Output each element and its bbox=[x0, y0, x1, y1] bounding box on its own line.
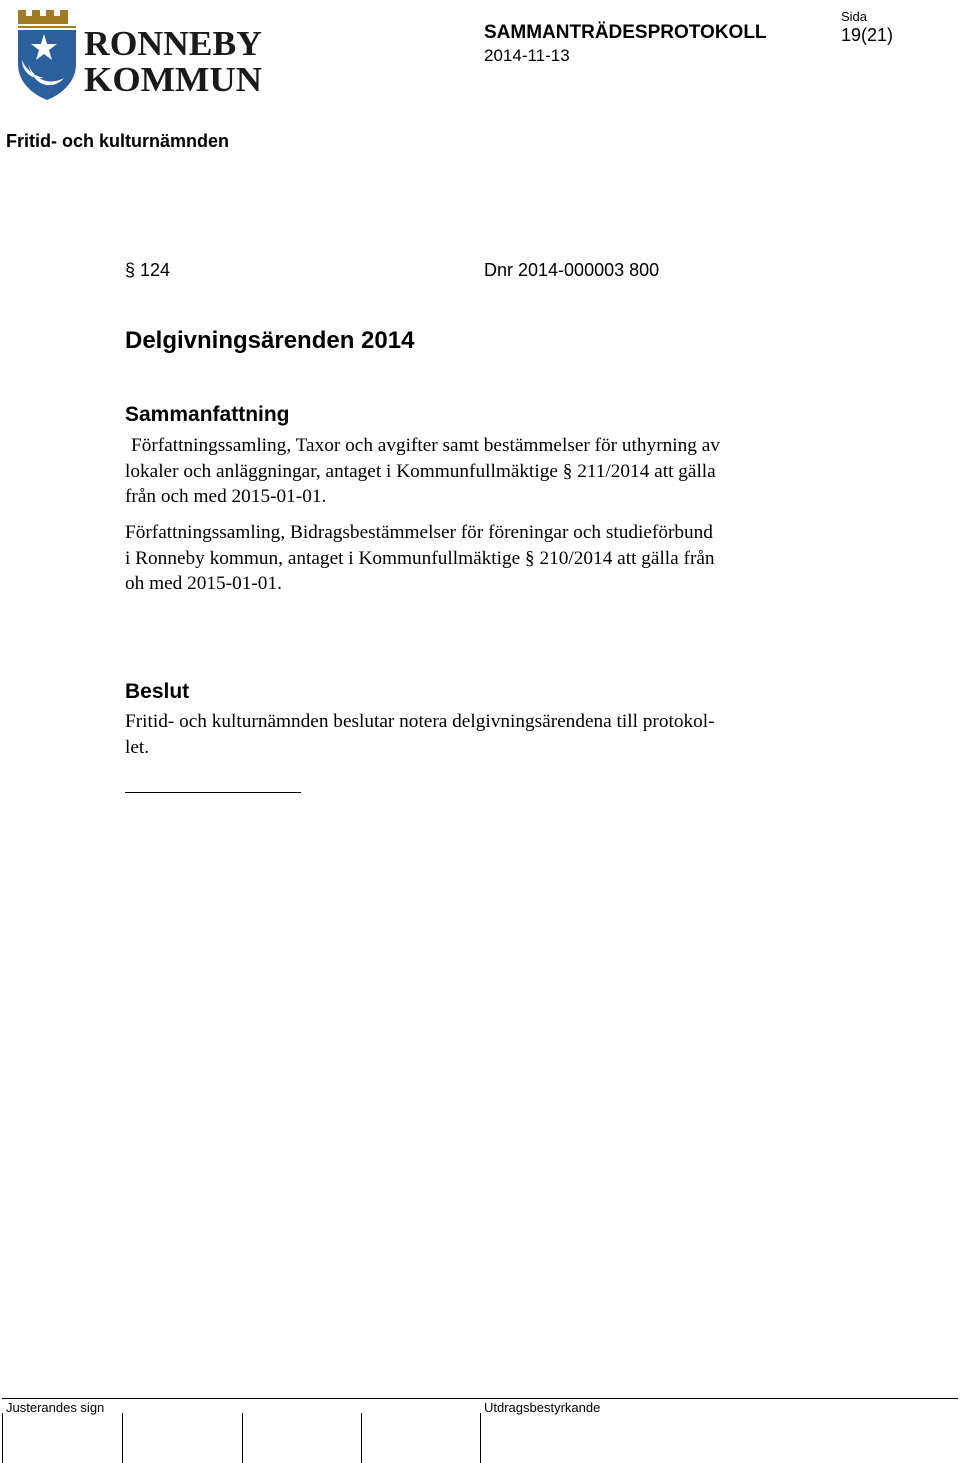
signature-box-divider bbox=[480, 1413, 481, 1463]
text-line: oh med 2015-01-01. bbox=[125, 573, 282, 594]
signature-box-divider bbox=[2, 1413, 3, 1463]
document-title: SAMMANTRÄDESPROTOKOLL bbox=[484, 22, 767, 43]
crest-icon bbox=[18, 10, 76, 100]
committee-name: Fritid- och kulturnämnden bbox=[6, 131, 229, 151]
logo-text-line1: RONNEBY bbox=[84, 24, 262, 63]
signature-box-divider bbox=[122, 1413, 123, 1463]
summary-paragraph-2 bbox=[125, 520, 825, 597]
diary-number: Dnr 2014-000003 800 bbox=[484, 260, 660, 280]
summary-paragraph-1 bbox=[125, 433, 825, 510]
page-number: 19(21) bbox=[841, 25, 894, 45]
logo-text-line2: KOMMUN bbox=[84, 60, 262, 99]
signature-box-divider bbox=[242, 1413, 243, 1463]
document-date: 2014-11-13 bbox=[484, 46, 570, 65]
signature-box-divider bbox=[361, 1413, 362, 1463]
decision-text bbox=[125, 709, 825, 760]
extract-certification-label: Utdragsbestyrkande bbox=[484, 1400, 601, 1415]
summary-heading: Sammanfattning bbox=[125, 403, 290, 426]
text-line: från och med 2015-01-01. bbox=[125, 486, 327, 507]
text-line: Författningssamling, Taxor och avgifter samt bestämmelser för uthyrning av bbox=[131, 435, 720, 456]
item-title: Delgivningsärenden 2014 bbox=[125, 327, 415, 354]
municipality-logo bbox=[14, 4, 266, 104]
decision-heading: Beslut bbox=[125, 680, 190, 703]
text-line: i Ronneby kommun, antaget i Kommunfullmäktige § 210/2014 att gälla från bbox=[125, 547, 715, 569]
end-divider bbox=[125, 792, 301, 793]
text-line: let. bbox=[125, 736, 150, 758]
text-line: lokaler och anläggningar, antaget i Kommunfullmäktige § 211/2014 att gälla bbox=[125, 460, 716, 482]
text-line: Fritid- och kulturnämnden beslutar notera delgivningsärendena till protokol- bbox=[125, 711, 715, 732]
paragraph-reference: § 124 bbox=[125, 260, 171, 280]
footer-divider bbox=[2, 1398, 958, 1399]
page-label: Sida bbox=[841, 9, 868, 24]
signature-label: Justerandes sign bbox=[6, 1400, 105, 1415]
text-line: Författningssamling, Bidragsbestämmelser för föreningar och studieförbund bbox=[125, 522, 713, 543]
